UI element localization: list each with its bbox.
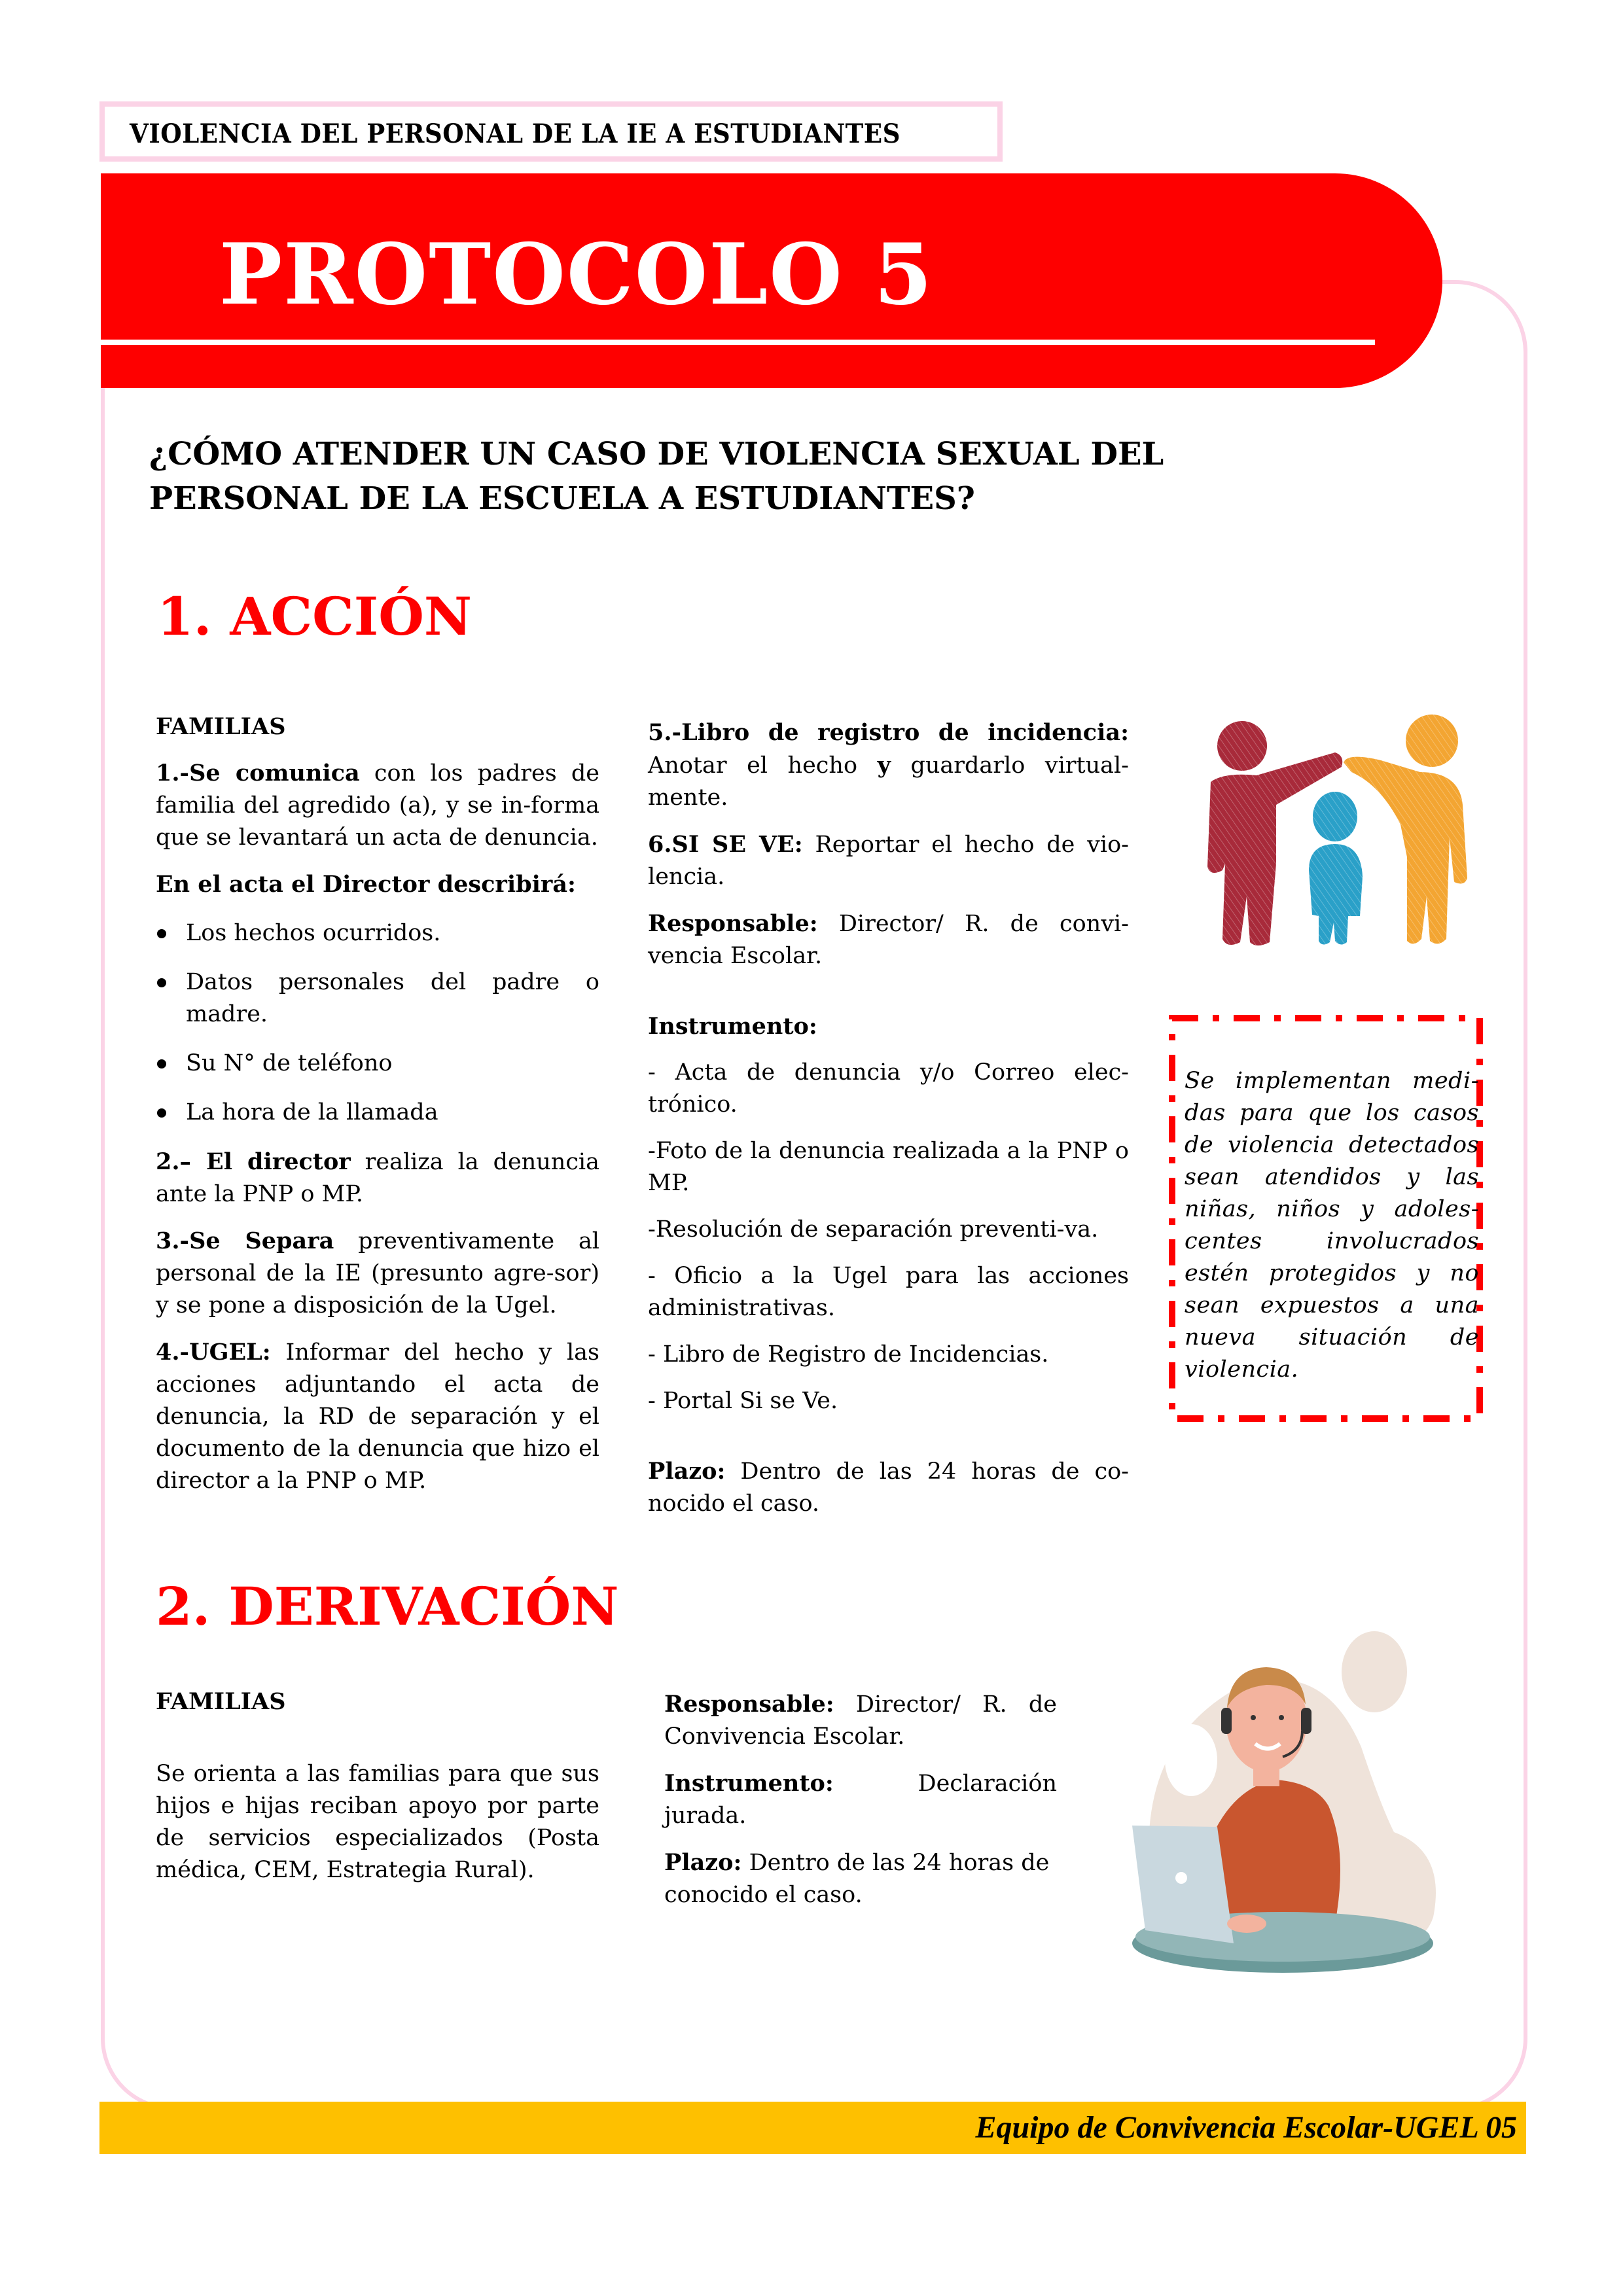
bullet-text: La hora de la llamada bbox=[186, 1099, 438, 1125]
bullet-item bbox=[156, 966, 599, 1031]
step-1-num: 1.- bbox=[156, 760, 190, 786]
footer-bar bbox=[99, 2102, 1526, 2154]
page-frame-corner bbox=[1433, 280, 1527, 385]
bullet-item bbox=[156, 1097, 599, 1129]
acta-bullets bbox=[156, 917, 599, 1129]
derivacion-text: Se orienta a las familias para que sus hijos e hijas reciban apoyo por parte de servicios especializados (Posta médica, CEM, Estrategia Rural). bbox=[156, 1761, 599, 1883]
derivacion-instrumento-text: Declaración jurada. bbox=[664, 1771, 1057, 1829]
step-1-text: con los padres de familia del agredido (a), y se in-forma que se levantará un acta de denuncia. bbox=[156, 760, 599, 851]
bullet-text: Los hechos ocurridos. bbox=[186, 920, 441, 946]
acta-heading: En el acta el Director describirá: bbox=[156, 871, 576, 898]
plazo bbox=[648, 1455, 1129, 1520]
derivacion-instrumento-label: Instrumento: bbox=[664, 1770, 834, 1797]
plazo-text: Dentro de las 24 horas de co-nocido el caso. bbox=[648, 1458, 1129, 1517]
bullet-icon bbox=[157, 978, 166, 987]
step-6-text: Reportar el hecho de vio-lencia. bbox=[648, 832, 1129, 890]
category-label-box bbox=[99, 101, 1003, 162]
bullet-text: Datos personales del padre o madre. bbox=[186, 969, 599, 1027]
instrumento-item: - Oficio a la Ugel para las acciones administrativas. bbox=[648, 1263, 1129, 1321]
section-title-derivacion: 2. DERIVACIÓN bbox=[156, 1576, 619, 1637]
derivacion-plazo bbox=[664, 1846, 1057, 1911]
instrumento-item: - Portal Si se Ve. bbox=[648, 1388, 838, 1414]
step-3-bold: 3.-Se Separa bbox=[156, 1227, 334, 1254]
step-5-text-end: guardarlo virtual-mente. bbox=[648, 752, 1129, 811]
step-4 bbox=[156, 1336, 599, 1497]
derivacion-plazo-label: Plazo: bbox=[664, 1849, 742, 1876]
instrumento-label: Instrumento: bbox=[648, 1013, 817, 1040]
bullet-item bbox=[156, 1048, 599, 1080]
responsable bbox=[648, 908, 1129, 972]
derivacion-column-1 bbox=[156, 1688, 599, 1901]
step-2-text: realiza la denuncia ante la PNP o MP. bbox=[156, 1149, 599, 1207]
bullet-icon bbox=[157, 929, 166, 938]
step-1 bbox=[156, 757, 599, 854]
step-3 bbox=[156, 1225, 599, 1322]
plazo-label: Plazo: bbox=[648, 1458, 726, 1485]
step-2 bbox=[156, 1146, 599, 1210]
instrumento-item: -Resolución de separación preventi-va. bbox=[648, 1216, 1099, 1243]
derivacion-families-label: FAMILIAS bbox=[156, 1688, 286, 1715]
derivacion-column-2 bbox=[664, 1688, 1057, 1926]
accion-column-2 bbox=[648, 716, 1129, 1534]
note-text: Se implementan medi-das para que los casos de violencia detectados sean atendidos y las niñas, niños y adoles-centes involucrados estén protegidos y no sean expuestos a una nueva situación de violencia. bbox=[1185, 1068, 1479, 1383]
operator-illustration bbox=[1106, 1616, 1446, 1996]
derivacion-responsable bbox=[664, 1688, 1057, 1753]
accion-column-1 bbox=[156, 713, 599, 1511]
derivacion-responsable-label: Responsable: bbox=[664, 1691, 834, 1718]
bullet-text: Su N° de teléfono bbox=[186, 1050, 393, 1076]
step-5-y: y bbox=[877, 752, 891, 779]
step-1-bold: Se comunica bbox=[189, 760, 360, 786]
families-label: FAMILIAS bbox=[156, 713, 286, 740]
derivacion-responsable-text: Director/ R. de Convivencia Escolar. bbox=[664, 1691, 1057, 1750]
main-question: ¿CÓMO ATENDER UN CASO DE VIOLENCIA SEXUAL DEL PERSONAL DE LA ESCUELA A ESTUDIANTES? bbox=[149, 436, 1164, 517]
step-4-bold: 4.-UGEL: bbox=[156, 1339, 271, 1366]
bullet-item bbox=[156, 917, 599, 949]
category-label: VIOLENCIA DEL PERSONAL DE LA IE A ESTUDIANTES bbox=[130, 118, 901, 149]
step-3-text: preventivamente al personal de la IE (presunto agre-sor) y se pone a disposición de la Ugel. bbox=[156, 1228, 600, 1318]
bullet-icon bbox=[157, 1059, 166, 1069]
section-title-accion: 1. ACCIÓN bbox=[157, 586, 473, 647]
step-5 bbox=[648, 716, 1129, 814]
instrumento-item: - Libro de Registro de Incidencias. bbox=[648, 1341, 1049, 1368]
step-2-bold: 2.– El director bbox=[156, 1148, 351, 1175]
derivacion-plazo-text: Dentro de las 24 horas de conocido el caso. bbox=[664, 1850, 1050, 1908]
step-5-text: Anotar el hecho bbox=[648, 752, 878, 779]
banner-underline bbox=[101, 340, 1375, 345]
family-illustration bbox=[1185, 707, 1492, 962]
note-box bbox=[1168, 1014, 1495, 1430]
step-6 bbox=[648, 828, 1129, 893]
step-6-bold: 6.SI SE VE: bbox=[648, 831, 803, 858]
responsable-text: Director/ R. de convi-vencia Escolar. bbox=[648, 911, 1129, 969]
derivacion-instrumento bbox=[664, 1767, 1057, 1832]
instrumento-item: - Acta de denuncia y/o Correo elec-trónico. bbox=[648, 1059, 1129, 1118]
step-5-bold: 5.-Libro de registro de incidencia: bbox=[648, 719, 1129, 746]
responsable-label: Responsable: bbox=[648, 910, 818, 937]
protocol-title: PROTOCOLO 5 bbox=[219, 226, 934, 324]
footer-text: Equipo de Convivencia Escolar-UGEL 05 bbox=[975, 2110, 1517, 2145]
step-4-text: Informar del hecho y las acciones adjuntando el acta de denuncia, la RD de separación y el documento de la denuncia que hizo el director a la PNP o MP. bbox=[156, 1339, 599, 1494]
bullet-icon bbox=[157, 1108, 166, 1118]
instrumento-item: -Foto de la denuncia realizada a la PNP o MP. bbox=[648, 1138, 1129, 1196]
